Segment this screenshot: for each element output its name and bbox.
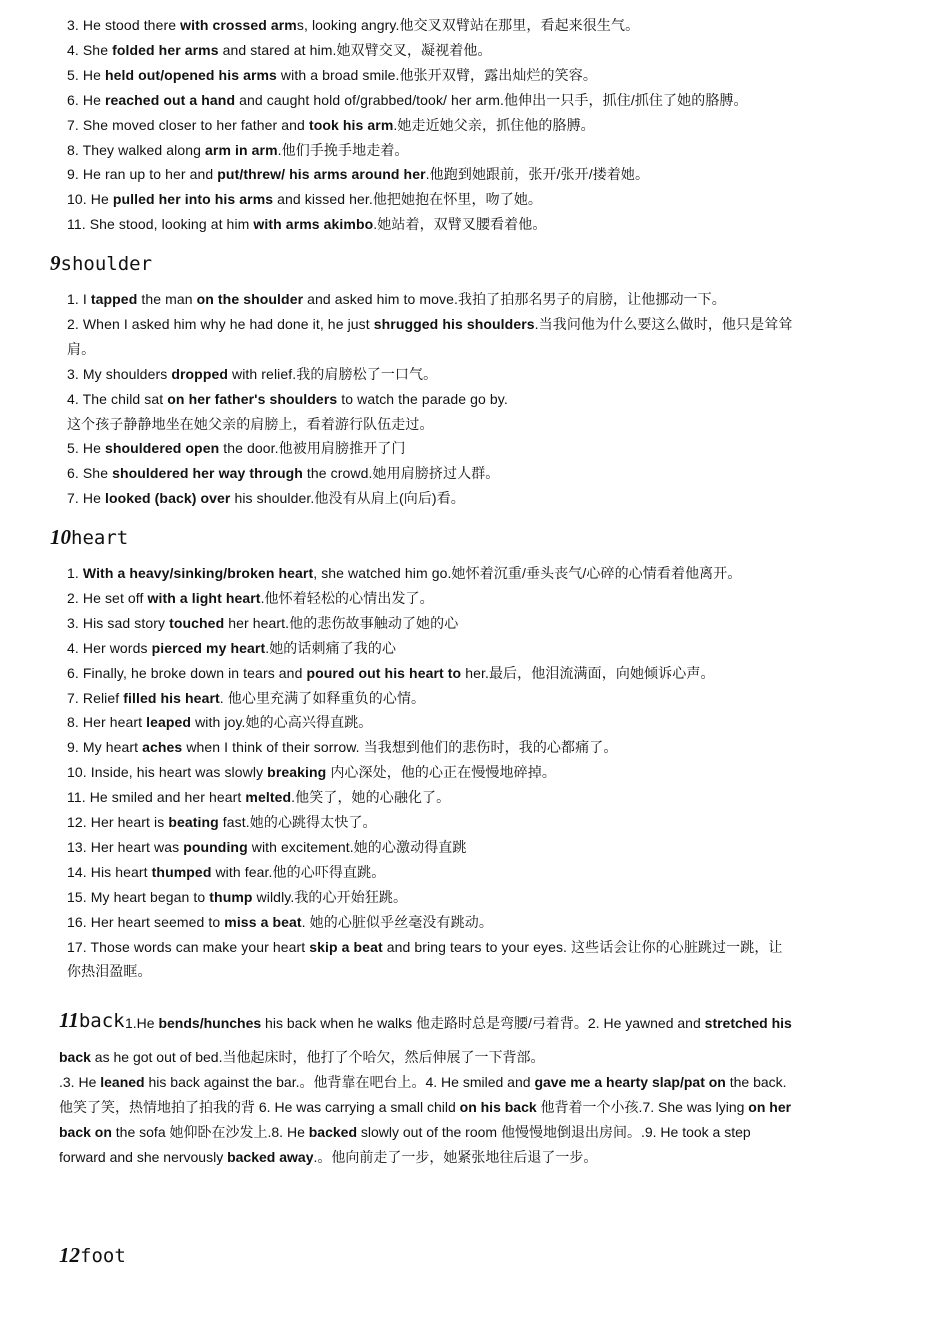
text-run: 7. Relief [67, 689, 124, 706]
list-item [67, 339, 95, 359]
list-item [67, 115, 595, 135]
text-run: and bring tears to your eyes. 这些话会让你的心脏跳过一跳，让 [382, 938, 783, 955]
text-run: and kissed her.他把她抱在怀里，吻了她。 [273, 191, 543, 208]
text-run: 9. He ran up to her and [67, 166, 218, 183]
phrase-bold: with a light heart [147, 589, 261, 606]
phrase-bold: thump [209, 888, 253, 905]
text-run: 4. The child sat [67, 390, 168, 407]
text-run: 4. Her words [67, 639, 152, 656]
list-item [67, 712, 372, 732]
text-run: 8. Her heart [67, 714, 147, 731]
section-word: foot [80, 1245, 126, 1267]
phrase-bold: on his back [459, 1099, 537, 1115]
text-run: , she watched him go.她怀着沉重/垂头丧气/心碎的心情看着他离开。 [313, 565, 742, 581]
text-run: 2. When I asked him why he had done it, he just [67, 315, 374, 332]
phrase-bold: miss a beat [224, 913, 302, 930]
phrase-bold: back [59, 1049, 91, 1065]
text-run: .3. He [59, 1074, 101, 1090]
list-item [67, 688, 425, 708]
text-run: wildly.我的心开始狂跳。 [252, 888, 408, 905]
phrase-bold: shouldered open [104, 440, 220, 457]
text-run: and stared at him.她双臂交叉，凝视着他。 [218, 41, 492, 58]
text-run: 13. Her heart was [67, 838, 184, 855]
paragraph-line [125, 1013, 792, 1033]
section-word: heart [71, 527, 129, 549]
section-heading-foot [59, 1243, 126, 1268]
list-item [67, 961, 152, 981]
text-run: .她的话刺痛了我的心 [265, 639, 397, 656]
section-word: shoulder [60, 253, 153, 275]
phrase-bold: held out/opened his arms [104, 66, 277, 83]
paragraph-line [59, 1122, 751, 1142]
phrase-bold: folded her arms [112, 41, 219, 58]
phrase-bold: bends/hunches [158, 1015, 262, 1031]
text-run: 2. He set off [67, 589, 148, 606]
text-run: slowly out of the room 他慢慢地倒退出房间。.9. He took a step [357, 1124, 751, 1140]
text-run: 8. They walked along [67, 141, 206, 158]
text-run: 14. His heart [67, 863, 152, 880]
section-heading-heart [50, 525, 128, 550]
phrase-bold: poured out his heart to [306, 664, 462, 681]
phrase-bold: with crossed arm [180, 17, 297, 33]
paragraph-line [59, 1147, 597, 1167]
list-item [67, 438, 406, 458]
text-run: 1. [67, 565, 83, 581]
text-run: 3. His sad story [67, 614, 170, 631]
list-item [67, 837, 467, 857]
list-item [67, 937, 783, 957]
list-item [67, 364, 437, 384]
phrase-bold: shrugged his shoulders [373, 315, 535, 332]
text-run: 你热泪盈眶。 [67, 963, 152, 980]
list-item [67, 613, 458, 633]
list-item [67, 787, 450, 807]
text-run: 3. My shoulders [67, 365, 172, 382]
phrase-bold: arm in arm [205, 141, 278, 158]
text-run: with excitement.她的心激动得直跳 [247, 838, 467, 855]
phrase-bold: thumped [151, 863, 212, 880]
list-item [67, 463, 499, 483]
text-run: 肩。 [67, 340, 96, 357]
text-run: 7. He [67, 490, 105, 507]
list-item [67, 862, 385, 882]
text-run: 内心深处，他的心正在慢慢地碎掉。 [326, 764, 556, 781]
text-run: and caught hold of/grabbed/took/ her arm.他伸出一只手，抓住/抓住了她的胳膊。 [235, 91, 748, 108]
list-item [67, 737, 617, 757]
phrase-bold: back on [59, 1124, 112, 1140]
list-item [67, 90, 748, 110]
list-item [67, 563, 741, 583]
text-run: .她站着，双臂叉腰看着他。 [373, 216, 547, 233]
text-run: 3. He stood there [67, 17, 181, 33]
phrase-bold: breaking [267, 764, 327, 781]
text-run: .当我问他为什么要这么做时，他只是耸耸 [534, 315, 793, 332]
phrase-bold: beating [168, 814, 219, 830]
text-run: . 他心里充满了如释重负的心情。 [219, 689, 426, 706]
text-run: the sofa 她仰卧在沙发上.8. He [111, 1124, 309, 1140]
text-run: 16. Her heart seemed to [67, 913, 225, 930]
phrase-bold: skip a beat [309, 938, 383, 955]
phrase-bold: stretched his [704, 1015, 792, 1031]
phrase-bold: on her [748, 1099, 792, 1115]
text-run: with a broad smile.他张开双臂，露出灿烂的笑容。 [276, 66, 597, 83]
text-run: 4. She [67, 41, 113, 58]
text-run: .。他向前走了一步，她紧张地往后退了一步。 [313, 1149, 598, 1165]
text-run: .他跑到她跟前，张开/张开/搂着她。 [425, 166, 650, 183]
phrase-bold: gave me a hearty slap/pat on [534, 1074, 726, 1090]
phrase-bold: on the shoulder [196, 291, 304, 307]
text-run: s, looking angry.他交叉双臂站在那里，看起来很生气。 [296, 17, 640, 33]
list-item [67, 588, 434, 608]
text-run: 11. She stood, looking at him [67, 216, 254, 233]
text-run: 1.He [125, 1015, 159, 1031]
list-item [67, 488, 465, 508]
phrase-bold: shouldered her way through [112, 465, 303, 482]
text-run: and asked him to move.我拍了拍那名男子的肩膀，让他挪动一下。 [303, 291, 726, 307]
phrase-bold: leaned [100, 1074, 145, 1090]
text-run: the crowd.她用肩膀挤过人群。 [302, 465, 500, 482]
phrase-bold: leaped [146, 714, 192, 731]
paragraph-line [59, 1072, 787, 1092]
list-item [67, 912, 493, 932]
list-item [67, 214, 546, 234]
text-run: her heart.他的悲伤故事触动了她的心 [224, 614, 459, 631]
text-run: with relief.我的肩膀松了一口气。 [228, 365, 438, 382]
text-run: 7. She moved closer to her father and [67, 116, 309, 133]
text-run: 10. Inside, his heart was slowly [67, 764, 268, 781]
text-run: 17. Those words can make your heart [67, 938, 310, 955]
list-item [67, 40, 492, 60]
section-heading-shoulder [50, 251, 152, 276]
list-item [67, 65, 597, 85]
text-run: 他背着一个小孩.7. She was lying [536, 1099, 749, 1115]
text-run: when I think of their sorrow. 当我想到他们的悲伤时，我的心都痛了。 [182, 739, 618, 756]
phrase-bold: dropped [171, 365, 229, 382]
text-run: the door.他被用肩膀推开了门 [219, 440, 406, 457]
text-run: his back when he walks 他走路时总是弯腰/弓着背。2. He yawned and [261, 1015, 705, 1031]
list-item [67, 164, 649, 184]
text-run: fast.她的心跳得太快了。 [218, 814, 377, 830]
section-number: 9 [50, 251, 61, 275]
phrase-bold: touched [169, 614, 225, 631]
text-run: as he got out of bed.当他起床时，他打了个哈欠，然后伸展了一下背部。 [90, 1049, 545, 1065]
text-run: .他怀着轻松的心情出发了。 [260, 589, 434, 606]
text-run: .她走近她父亲，抓住他的胳膊。 [393, 116, 595, 133]
phrase-bold: pierced my heart [151, 639, 266, 656]
text-run: 1. I [67, 291, 91, 307]
text-run: 11. He smiled and her heart [67, 789, 246, 806]
text-run: his shoulder.他没有从肩上(向后)看。 [230, 490, 465, 507]
list-item [67, 289, 726, 309]
paragraph-line [59, 1047, 544, 1067]
text-run: his back against the bar.。他背靠在吧台上。4. He smiled and [144, 1074, 535, 1090]
phrase-bold: backed away [227, 1149, 314, 1165]
text-run: with joy.她的心高兴得直跳。 [191, 714, 373, 731]
list-item [67, 389, 508, 409]
text-run: the man [137, 291, 197, 307]
list-item [67, 887, 407, 907]
text-run: 10. He [67, 191, 113, 208]
phrase-bold: on her father's shoulders [167, 390, 338, 407]
section-word: back [78, 1010, 125, 1032]
section-number: 11 [59, 1008, 79, 1032]
section-heading-back [59, 1008, 125, 1033]
list-item [67, 414, 434, 434]
paragraph-line [59, 1097, 791, 1117]
section-number: 12 [59, 1243, 80, 1267]
text-run: forward and she nervously [59, 1149, 228, 1165]
text-run: her.最后，他泪流满面，向她倾诉心声。 [461, 664, 715, 681]
text-run: 这个孩子静静地坐在她父亲的肩膀上，看着游行队伍走过。 [67, 415, 434, 432]
text-run: with fear.他的心吓得直跳。 [211, 863, 386, 880]
text-run: 6. She [67, 465, 113, 482]
text-run: . 她的心脏似乎丝毫没有跳动。 [301, 913, 493, 930]
phrase-bold: tapped [90, 291, 138, 307]
text-run: .他们手挽手地走着。 [277, 141, 409, 158]
text-run: 他笑了笑，热情地拍了拍我的背 6. He was carrying a small child [59, 1099, 460, 1115]
phrase-bold: aches [142, 739, 183, 756]
text-run: 6. Finally, he broke down in tears and [67, 664, 307, 681]
list-item [67, 314, 792, 334]
phrase-bold: reached out a hand [104, 91, 236, 108]
list-item [67, 762, 556, 782]
list-item [67, 140, 409, 160]
phrase-bold: put/threw/ his arms around her [217, 166, 426, 183]
section-number: 10 [50, 525, 71, 549]
phrase-bold: melted [245, 789, 292, 806]
text-run: 15. My heart began to [67, 888, 210, 905]
text-run: to watch the parade go by. [337, 390, 508, 407]
text-run: 5. He [67, 66, 105, 83]
list-item [67, 189, 542, 209]
list-item [67, 638, 396, 658]
phrase-bold: with arms akimbo [253, 216, 374, 233]
text-run: 5. He [67, 440, 105, 457]
phrase-bold: filled his heart [123, 689, 220, 706]
phrase-bold: backed [308, 1124, 357, 1140]
text-run: 9. My heart [67, 739, 143, 756]
list-item [67, 812, 377, 832]
phrase-bold: looked (back) over [104, 490, 231, 507]
text-run: .他笑了，她的心融化了。 [291, 789, 451, 806]
text-run: the back. [725, 1074, 787, 1090]
phrase-bold: With a heavy/sinking/broken heart [82, 565, 314, 581]
phrase-bold: took his arm [308, 116, 394, 133]
list-item [67, 15, 639, 35]
phrase-bold: pounding [183, 838, 248, 855]
phrase-bold: pulled her into his arms [112, 191, 274, 208]
list-item [67, 663, 715, 683]
text-run: 12. Her heart is [67, 814, 169, 830]
text-run: 6. He [67, 91, 105, 108]
